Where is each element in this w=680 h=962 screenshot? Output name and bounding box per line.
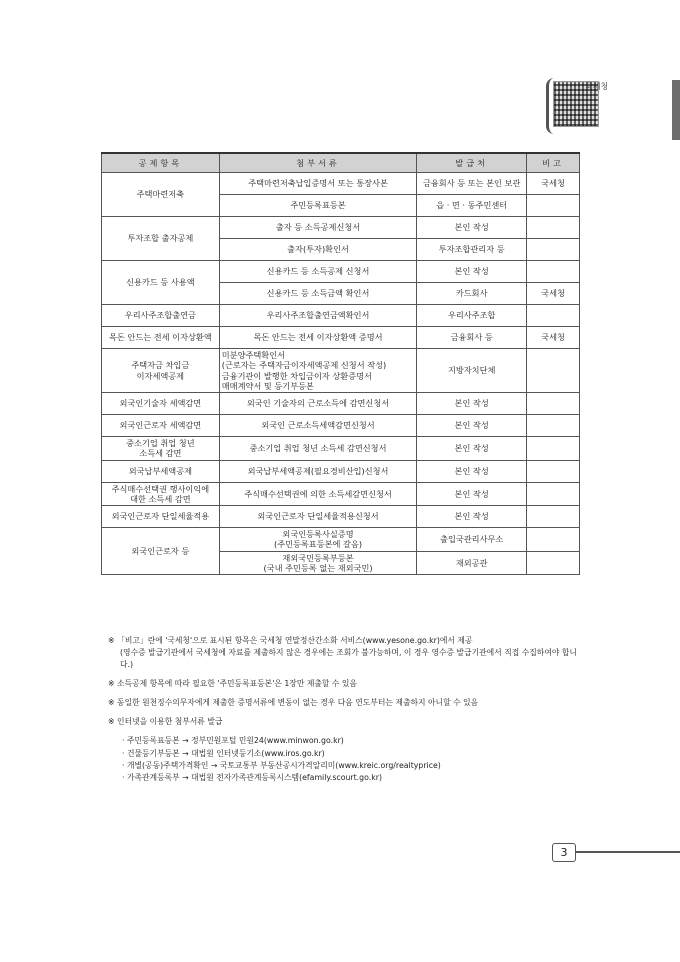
table-row xyxy=(102,173,580,195)
links-list xyxy=(108,735,578,783)
table-cell: 지방자치단체 xyxy=(417,349,527,393)
table-cell: 투자조합 출자공제 xyxy=(102,217,220,261)
table-cell xyxy=(527,506,580,528)
table-cell: 카드회사 xyxy=(417,283,527,305)
table-cell: 출자(투자)확인서 xyxy=(219,239,417,261)
table-row xyxy=(102,349,580,393)
link-item: · 개별(공동)주택가격확인 → 국토교통부 부동산공시가격알리미(www.kreic.org/realtyprice) xyxy=(122,760,441,770)
table-row xyxy=(102,506,580,528)
table-cell xyxy=(527,528,580,552)
table-row xyxy=(102,415,580,437)
table-cell: 본인 작성 xyxy=(417,460,527,482)
table-cell: 신용카드 등 사용액 xyxy=(102,261,220,305)
table-cell: 신용카드 등 소득금액 확인서 xyxy=(219,283,417,305)
table-cell: 외국납부세액공제(필요경비산입)신청서 xyxy=(219,460,417,482)
table-cell: 국세청 xyxy=(527,327,580,349)
note-text: 동일한 원천징수의무자에게 제출한 증명서류에 변동이 없는 경우 다음 연도부터는 제출하지 아니할 수 있음 xyxy=(117,698,479,708)
table-cell: 출자 등 소득공제신청서 xyxy=(219,217,417,239)
table-cell xyxy=(527,460,580,482)
note-item xyxy=(108,678,578,690)
table-cell xyxy=(527,349,580,393)
table-cell: 주민등록표등본 xyxy=(219,195,417,217)
table-cell: 본인 작성 xyxy=(417,482,527,506)
note-item xyxy=(108,716,578,728)
table-cell: 본인 작성 xyxy=(417,506,527,528)
table-cell: 주택마련저축납입증명서 또는 통장사본 xyxy=(219,173,417,195)
table-cell xyxy=(527,393,580,415)
table-cell xyxy=(527,195,580,217)
note-text: 인터넷을 이용한 첨부서류 발급 xyxy=(117,717,223,727)
table-row xyxy=(102,528,580,552)
link-item: · 주민등록표등본 → 정부민원포털 민원24(www.minwon.go.kr) xyxy=(122,736,344,746)
table-cell: 재외공관 xyxy=(417,551,527,575)
table-cell: 국세청 xyxy=(527,283,580,305)
table-cell xyxy=(527,415,580,437)
table-cell xyxy=(527,239,580,261)
header-issuer: 발급처 xyxy=(417,153,527,173)
note-mark: ※ xyxy=(108,717,115,727)
table-header-row xyxy=(102,153,580,173)
note-mark: ※ xyxy=(108,636,115,645)
page-number-rule xyxy=(575,851,680,853)
table-cell: 외국인 근로소득세액감면신청서 xyxy=(219,415,417,437)
table-cell: 재외국민등록부등본 (국내 주민등록 없는 재외국민) xyxy=(219,551,417,575)
table-row xyxy=(102,327,580,349)
table-cell: 목돈 안드는 전세 이자상환액 xyxy=(102,327,220,349)
table-cell: 투자조합관리자 등 xyxy=(417,239,527,261)
table-cell: 우리사주조합 xyxy=(417,305,527,327)
table-cell: 본인 작성 xyxy=(417,437,527,461)
table-row xyxy=(102,393,580,415)
side-tab-bar xyxy=(672,80,680,140)
table-cell: 신용카드 등 소득공제 신청서 xyxy=(219,261,417,283)
table-cell: 외국인 기술자의 근로소득에 감면신청서 xyxy=(219,393,417,415)
table-cell: 중소기업 취업 청년 소득세 감면 xyxy=(102,437,220,461)
note-mark: ※ xyxy=(108,679,115,689)
table-cell: 본인 작성 xyxy=(417,261,527,283)
table-cell: 주식매수선택권 행사이익에 대한 소득세 감면 xyxy=(102,482,220,506)
header-attached-documents: 첨부서류 xyxy=(219,153,417,173)
table-cell: 외국인근로자 단일세율적용신청서 xyxy=(219,506,417,528)
table-cell xyxy=(527,217,580,239)
table-cell: 우리사주조합출연금액확인서 xyxy=(219,305,417,327)
note-mark: ※ xyxy=(108,698,115,708)
notes-section xyxy=(108,635,578,784)
page-number: 3 xyxy=(552,843,576,862)
table-cell: 본인 작성 xyxy=(417,217,527,239)
table-cell: 외국인근로자 단일세율적용 xyxy=(102,506,220,528)
link-item: · 가족관계등록부 → 대법원 전자가족관계등록시스템(efamily.scourt.go.kr) xyxy=(122,772,382,782)
note-text: 「비고」란에 '국세청'으로 표시된 항목은 국세청 연말정산간소화 서비스(www.yesone.go.kr)에서 제공 xyxy=(117,636,473,645)
table-cell: 외국납부세액공제 xyxy=(102,460,220,482)
table-cell: 주식매수선택권에 의한 소득세감면신청서 xyxy=(219,482,417,506)
note-item xyxy=(108,635,578,671)
table-cell: 중소기업 취업 청년 소득세 감면신청서 xyxy=(219,437,417,461)
table-cell: 외국인기술자 세액감면 xyxy=(102,393,220,415)
table-row xyxy=(102,217,580,239)
table-row xyxy=(102,482,580,506)
table-cell: 목돈 안드는 전세 이자상환액 증명서 xyxy=(219,327,417,349)
header-org-label: 국세청 xyxy=(585,82,609,91)
header-remarks: 비고 xyxy=(527,153,580,173)
table-cell: 본인 작성 xyxy=(417,415,527,437)
table-cell: 우리사주조합출연금 xyxy=(102,305,220,327)
note-item xyxy=(108,697,578,709)
note-subtext: (영수증 발급기관에서 국세청에 자료를 제출하지 않은 경우에는 조회가 불가능하며, 이 경우 영수증 발급기관에서 직접 수집하여야 합니다.) xyxy=(120,648,577,670)
table-row xyxy=(102,437,580,461)
table-cell xyxy=(527,261,580,283)
header-deduction-item: 공제항목 xyxy=(102,153,220,173)
note-text: 소득공제 항목에 따라 필요한 '주민등록표등본'은 1장만 제출할 수 있음 xyxy=(117,679,357,689)
table-cell: 금융회사 등 또는 본인 보관 xyxy=(417,173,527,195)
table-cell: 국세청 xyxy=(527,173,580,195)
table-row xyxy=(102,305,580,327)
documents-table xyxy=(101,152,580,575)
link-item: · 건물등기부등본 → 대법원 인터넷등기소(www.iros.go.kr) xyxy=(122,748,325,758)
table-cell xyxy=(527,482,580,506)
table-cell: 금융회사 등 xyxy=(417,327,527,349)
table-cell: 미분양주택확인서 (근로자는 주택자금이자세액공제 신청서 작성) 금융기관이 발행한 차입금이자 상환증명서 매매계약서 및 등기부등본 xyxy=(219,349,417,393)
table-cell: 출입국관리사무소 xyxy=(417,528,527,552)
table-cell xyxy=(527,551,580,575)
table-cell: 주택자금 차입금 이자세액공제 xyxy=(102,349,220,393)
table-cell xyxy=(527,305,580,327)
table-cell: 주택마련저축 xyxy=(102,173,220,217)
table-cell: 본인 작성 xyxy=(417,393,527,415)
table-row xyxy=(102,261,580,283)
table-cell: 읍 · 면 · 동주민센터 xyxy=(417,195,527,217)
table-cell: 외국인근로자 등 xyxy=(102,528,220,575)
table-cell xyxy=(527,437,580,461)
table-cell: 외국인등록사실증명 (주민등록표등본에 갈음) xyxy=(219,528,417,552)
table-row xyxy=(102,460,580,482)
table-cell: 외국인근로자 세액감면 xyxy=(102,415,220,437)
